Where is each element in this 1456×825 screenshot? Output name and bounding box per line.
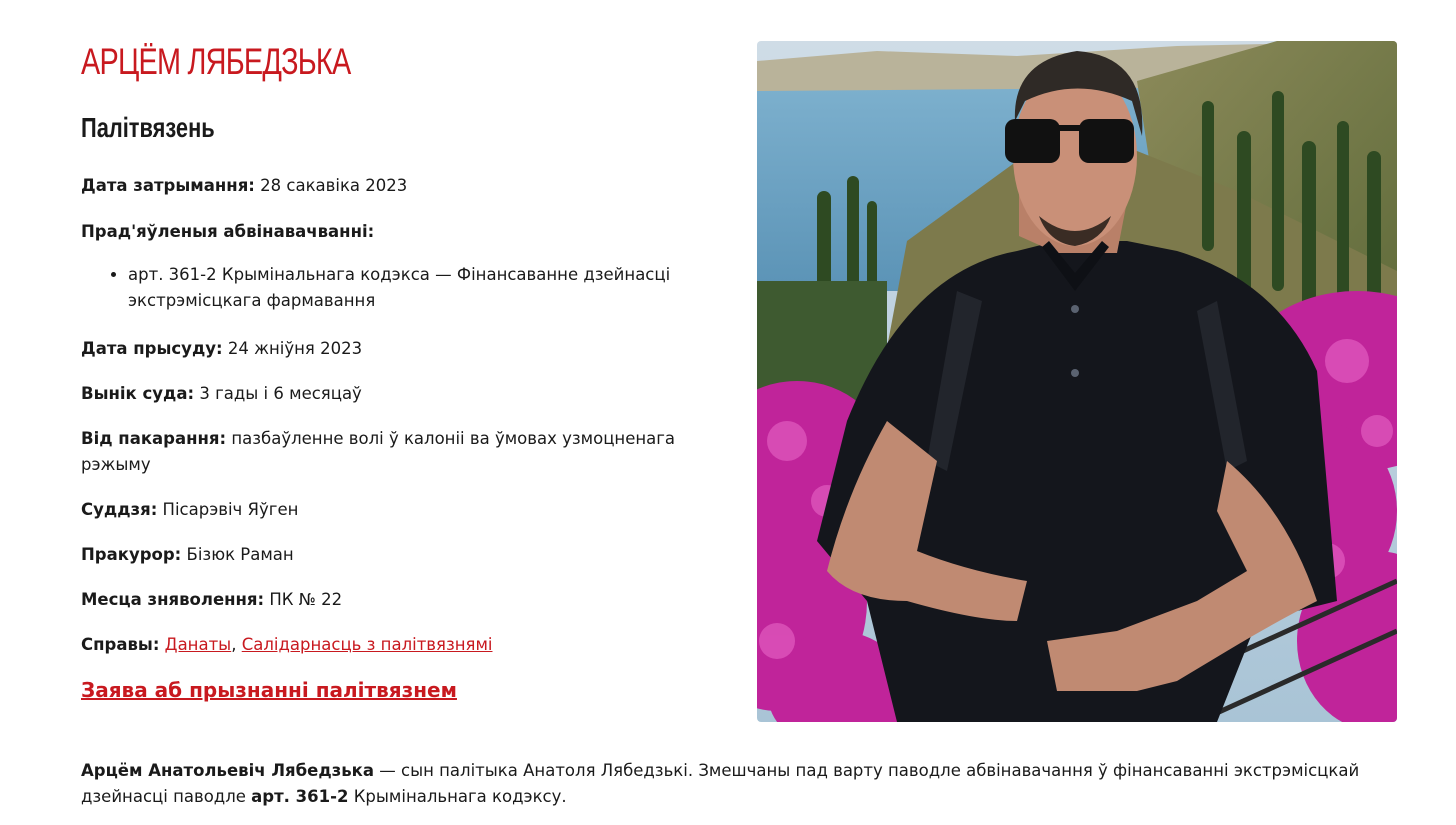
bio-article: арт. 361-2: [251, 787, 349, 806]
verdict-date-label: Дата прысуду:: [81, 339, 223, 358]
page-title: АРЦЁМ ЛЯБЕДЗЬКА: [81, 41, 351, 82]
sentence: [81, 381, 362, 407]
charges-label: Прад'яўленыя абвінавачванні:: [81, 222, 375, 241]
bio-text-1: — сын палітыка Анатоля Лябедзькі. Змешчаны пад варту паводле абвінавачання ў фінансаванні экстрэмісцкай дзейнасці паводле: [81, 761, 1360, 806]
verdict-date-value: 24 жніўня 2023: [227, 339, 363, 358]
sentence-label: Вынік суда:: [81, 384, 195, 403]
status-subtitle: Палітвязень: [81, 112, 215, 143]
prosecutor-value: Бізюк Раман: [186, 545, 294, 564]
cases-label: Справы:: [81, 635, 160, 654]
punishment-label: Від пакарання:: [81, 429, 227, 448]
punishment-value: пазбаўленне волі ў калоніі ва ўмовах узмоцненага рэжыму: [81, 429, 676, 474]
portrait-photo: [757, 41, 1397, 722]
location-label: Месца зняволення:: [81, 590, 265, 609]
judge: [81, 497, 298, 523]
statement-link[interactable]: Заява аб прызнанні палітвязнем: [81, 678, 457, 702]
portrait-image: [757, 41, 1397, 722]
charges-heading: [81, 219, 374, 245]
detention-date: [81, 173, 407, 199]
prosecutor: [81, 542, 294, 568]
bio-text-2: Крымінальнага кодэксу.: [348, 787, 567, 806]
case-link-donations[interactable]: Данаты: [164, 635, 232, 654]
profile-info: [81, 38, 721, 702]
case-link-solidarity[interactable]: Салідарнасць з палітвязнямі: [241, 635, 493, 654]
cases-separator: ,: [231, 635, 242, 654]
judge-value: Пісарэвіч Яўген: [162, 500, 299, 519]
location-value: ПК № 22: [269, 590, 343, 609]
detention-date-value: 28 сакавіка 2023: [260, 176, 408, 195]
biography: [81, 758, 1381, 810]
prosecutor-label: Пракурор:: [81, 545, 182, 564]
verdict-date: [81, 336, 362, 362]
list-item: • арт. 361-2 Крымінальнага кодэкса — Фінансаванне дзейнасці экстрэмісцкага фармавання: [128, 262, 688, 314]
punishment-type: [81, 426, 681, 478]
detention-date-label: Дата затрымання:: [81, 176, 255, 195]
charges-list: [81, 262, 688, 314]
sentence-value: 3 гады і 6 месяцаў: [199, 384, 362, 403]
bio-name: Арцём Анатольевіч Лябедзька: [81, 761, 375, 780]
cases: [81, 632, 492, 658]
judge-label: Суддзя:: [81, 500, 158, 519]
detention-location: [81, 587, 342, 613]
